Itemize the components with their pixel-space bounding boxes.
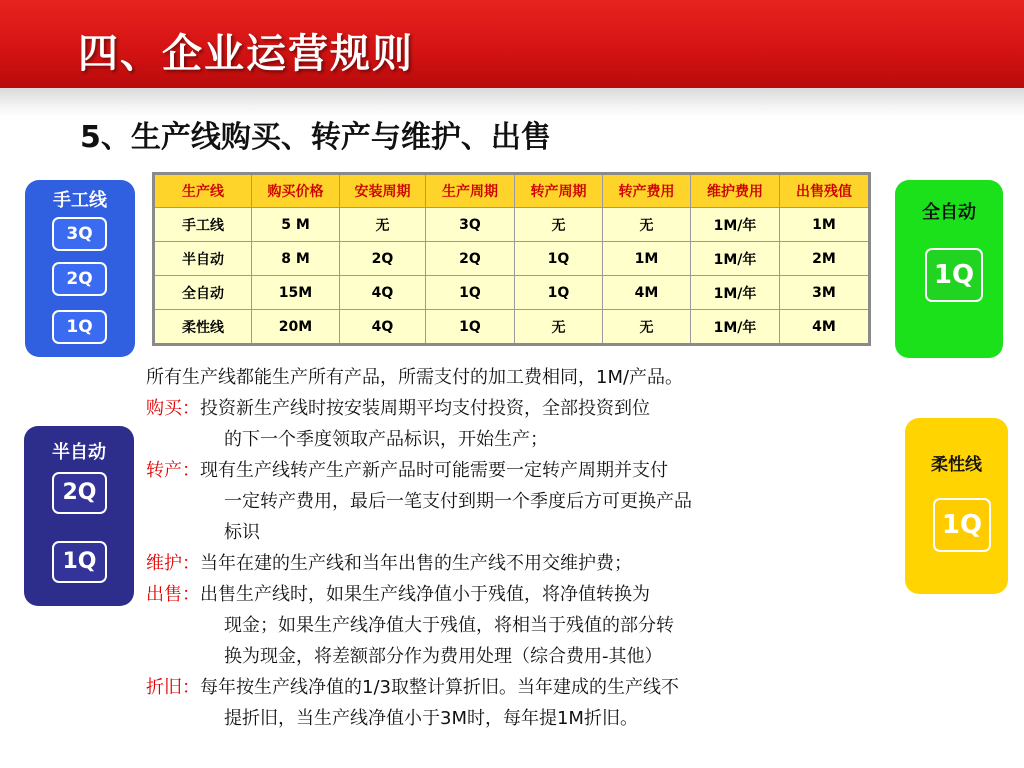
rule-buy-label: 购买： [146, 398, 200, 419]
table-header-cell: 转产费用 [603, 174, 691, 208]
table-cell: 1M/年 [691, 276, 780, 310]
rule-sell-line [146, 579, 906, 610]
manual-quarter-3q: 3Q [52, 217, 107, 251]
table-cell: 手工线 [154, 208, 252, 242]
rule-buy-text: 投资新生产线时按安装周期平均支付投资，全部投资到位 [200, 398, 650, 419]
semi-auto-box [24, 426, 134, 606]
rule-depreciate-text: 每年按生产线净值的1/3取整计算折旧。当年建成的生产线不 [200, 677, 679, 698]
rule-convert-line [146, 455, 906, 486]
table-cell: 4Q [340, 276, 426, 310]
table-cell: 1M/年 [691, 208, 780, 242]
semi-quarter-1q: 1Q [52, 541, 107, 583]
flexible-line-box [905, 418, 1008, 594]
table-cell: 柔性线 [154, 310, 252, 345]
semi-quarter-2q: 2Q [52, 472, 107, 514]
table-cell: 无 [603, 310, 691, 345]
table-header-cell: 维护费用 [691, 174, 780, 208]
flexible-line-label: 柔性线 [931, 455, 982, 475]
table-cell: 4M [780, 310, 870, 345]
table-cell: 1M [780, 208, 870, 242]
manual-line-label: 手工线 [53, 190, 107, 211]
rule-buy-text: 的下一个季度领取产品标识，开始生产； [224, 429, 548, 450]
rule-sell-text: 现金；如果生产线净值大于残值，将相当于残值的部分转 [224, 615, 674, 636]
table-cell: 无 [603, 208, 691, 242]
table-cell: 3Q [426, 208, 515, 242]
table-cell: 1Q [426, 276, 515, 310]
rule-convert-label: 转产： [146, 460, 200, 481]
auto-quarter-1q: 1Q [925, 248, 983, 302]
table-cell: 无 [515, 310, 603, 345]
table-cell: 1M [603, 242, 691, 276]
table-cell: 1M/年 [691, 310, 780, 345]
table-cell: 全自动 [154, 276, 252, 310]
table-cell: 半自动 [154, 242, 252, 276]
table-header-row [154, 174, 870, 208]
table-cell: 1Q [426, 310, 515, 345]
table-cell: 4Q [340, 310, 426, 345]
rule-convert-text: 标识 [224, 522, 260, 543]
semi-auto-label: 半自动 [52, 442, 106, 463]
table-cell: 2Q [340, 242, 426, 276]
table-cell: 2Q [426, 242, 515, 276]
table-row [154, 208, 870, 242]
rule-depreciate-line [146, 672, 906, 703]
table-cell: 8 M [252, 242, 340, 276]
full-auto-label: 全自动 [922, 202, 976, 223]
flex-quarter-1q: 1Q [933, 498, 991, 552]
production-line-table [152, 172, 871, 346]
table-header-cell: 购买价格 [252, 174, 340, 208]
table-row [154, 242, 870, 276]
rule-sell-label: 出售： [146, 584, 200, 605]
rule-sell-text: 换为现金，将差额部分作为费用处理（综合费用-其他） [224, 646, 663, 667]
section-subtitle: 5、生产线购买、转产与维护、出售 [80, 120, 551, 155]
rule-sell-text: 出售生产线时，如果生产线净值小于残值，将净值转换为 [200, 584, 650, 605]
table-cell: 无 [515, 208, 603, 242]
rule-maintain-text: 当年在建的生产线和当年出售的生产线不用交维护费； [200, 553, 632, 574]
rule-maintain-label: 维护： [146, 553, 200, 574]
manual-quarter-1q: 1Q [52, 310, 107, 344]
table-header-cell: 生产周期 [426, 174, 515, 208]
table-row [154, 276, 870, 310]
table-cell: 2M [780, 242, 870, 276]
table-row [154, 310, 870, 345]
table-header-cell: 生产线 [154, 174, 252, 208]
table-cell: 5 M [252, 208, 340, 242]
page-title: 四、企业运营规则 [78, 31, 414, 77]
table-cell: 3M [780, 276, 870, 310]
table-cell: 1Q [515, 242, 603, 276]
full-auto-box [895, 180, 1003, 358]
table-cell: 4M [603, 276, 691, 310]
rule-convert-text: 一定转产费用，最后一笔支付到期一个季度后方可更换产品 [224, 491, 692, 512]
table-cell: 1Q [515, 276, 603, 310]
rule-depreciate-text: 提折旧，当生产线净值小于3M时，每年提1M折旧。 [224, 708, 638, 729]
rule-intro: 所有生产线都能生产所有产品，所需支付的加工费相同，1M/产品。 [146, 367, 684, 388]
table-cell: 1M/年 [691, 242, 780, 276]
table-cell: 20M [252, 310, 340, 345]
rules-text [146, 362, 906, 734]
rule-convert-text: 现有生产线转产生产新产品时可能需要一定转产周期并支付 [200, 460, 668, 481]
table-header-cell: 出售残值 [780, 174, 870, 208]
rule-buy-line [146, 393, 906, 424]
table-header-cell: 转产周期 [515, 174, 603, 208]
table-header-cell: 安装周期 [340, 174, 426, 208]
rule-maintain-line [146, 548, 906, 579]
manual-quarter-2q: 2Q [52, 262, 107, 296]
manual-line-box [25, 180, 135, 357]
rule-depreciate-label: 折旧： [146, 677, 200, 698]
table-cell: 15M [252, 276, 340, 310]
table-cell: 无 [340, 208, 426, 242]
